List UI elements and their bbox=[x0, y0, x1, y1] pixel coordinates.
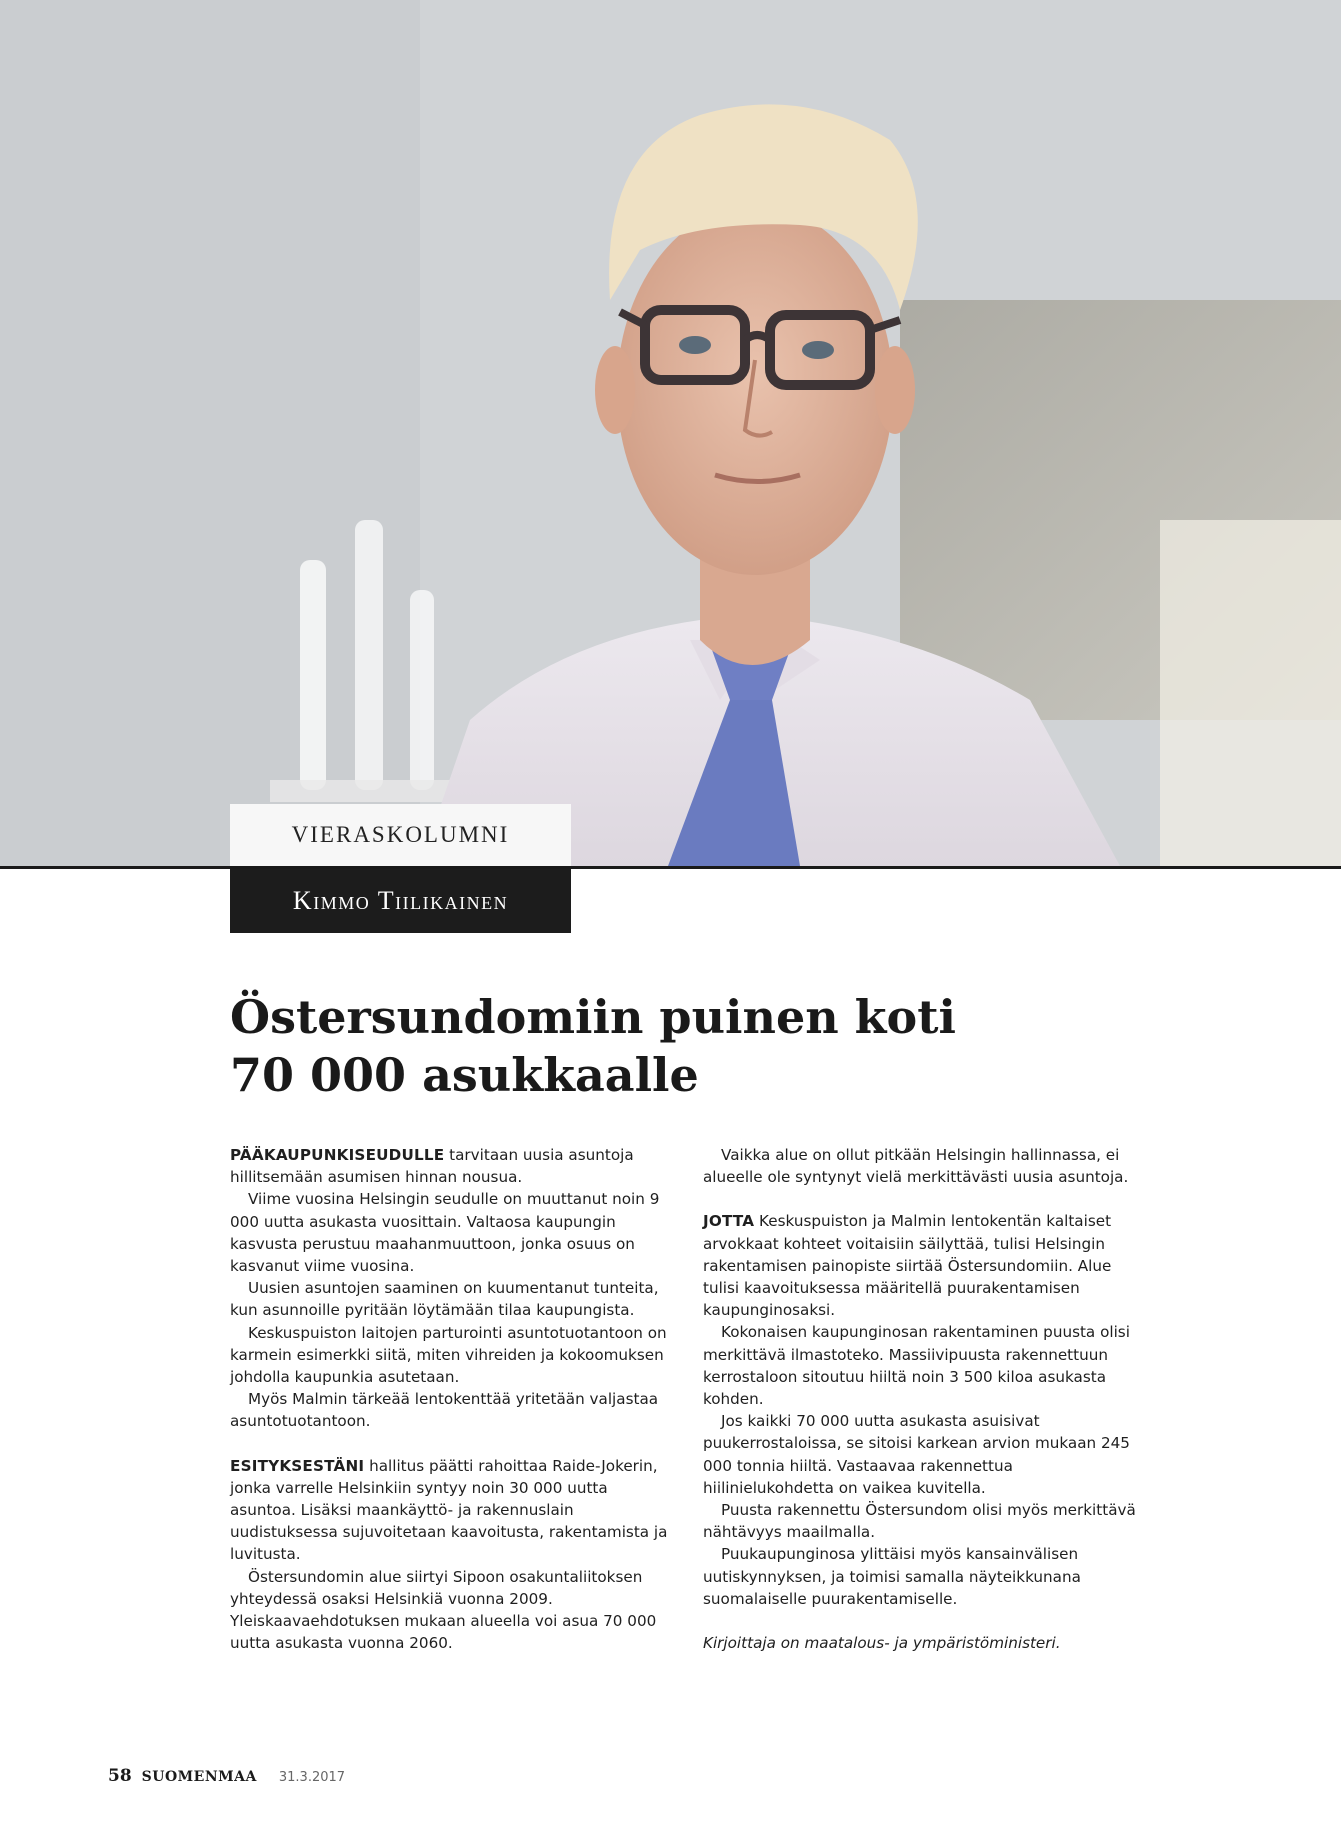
paragraph: ESITYKSESTÄNI hallitus päätti rahoittaa Raide-Jokerin, jonka varrelle Helsinkiin syntyy noin 30 000 uutta asuntoa. Lisäksi maankäyttö- ja rakennuslain uudistuksessa sujuvoitetaan kaavoitusta, rakentamista ja luvitusta. bbox=[230, 1456, 668, 1564]
issue-date: 31.3.2017 bbox=[278, 1770, 346, 1785]
paragraph: Keskuspuiston laitojen parturointi asuntotuotantoon on karmein esimerkki siitä, miten vihreiden ja kokoomuksen johdolla kaupunkia asutetaan. bbox=[230, 1323, 667, 1387]
paragraph: JOTTA Keskuspuiston ja Malmin lentokentän kaltaiset arvokkaat kohteet voitaisiin säilyttää, tulisi Helsingin rakentamisen painopiste siirtää Östersundomiin. Alue tulisi kaavoituksessa määritellä puurakentamisen kaupunginosaksi. bbox=[703, 1212, 1112, 1320]
author-portrait-photo bbox=[0, 0, 1341, 866]
publication-name: SUOMENMAA bbox=[141, 1769, 257, 1785]
body-column-right bbox=[703, 1144, 1143, 1654]
article-headline bbox=[230, 988, 1130, 1104]
headline-line-2: 70 000 asukkaalle bbox=[230, 1048, 699, 1102]
page-number: 58 bbox=[108, 1766, 132, 1786]
paragraph: Uusien asuntojen saaminen on kuumentanut tunteita, kun asunnoille pyritään löytämään tilaa kaupungista. bbox=[230, 1279, 659, 1320]
lead-in: ESITYKSESTÄNI bbox=[230, 1456, 365, 1475]
body-column-left bbox=[230, 1144, 670, 1654]
paragraph: Östersundomin alue siirtyi Sipoon osakuntaliitoksen yhteydessä osaksi Helsinkiä vuonna 2009. Yleiskaavaehdotuksen mukaan alueella voi asua 70 000 uutta asukasta vuonna 2060. bbox=[230, 1567, 657, 1653]
paragraph: Kokonaisen kaupunginosan rakentaminen puusta olisi merkittävä ilmastoteko. Massiivipuusta rakennettuun kerrostaloon sitoutuu hiiltä noin 3 500 kiloa asukasta kohden. bbox=[703, 1323, 1130, 1409]
paragraph: Viime vuosina Helsingin seudulle on muuttanut noin 9 000 uutta asukasta vuosittain. Valtaosa kaupungin kasvusta perustuu maahanmuuttoon, jonka osuus on kasvanut viime vuosina. bbox=[230, 1190, 660, 1276]
paragraph: Puukaupunginosa ylittäisi myös kansainvälisen uutiskynnyksen, ja toimisi samalla näyteikkunana suomalaiselle puurakentamiselle. bbox=[703, 1545, 1081, 1608]
paragraph: Myös Malmin tärkeää lentokenttää yritetään valjastaa asuntotuotantoon. bbox=[230, 1390, 659, 1431]
paragraph: Vaikka alue on ollut pitkään Helsingin hallinnassa, ei alueelle ole syntynyt vielä merkittävästi uusia asuntoja. bbox=[703, 1146, 1129, 1187]
lead-in: JOTTA bbox=[703, 1212, 755, 1231]
paragraph: Jos kaikki 70 000 uutta asukasta asuisivat puukerrostaloissa, se sitoisi karkean arvion mukaan 245 000 tonnia hiiltä. Vastaavaa rakennettua hiilinielukohdetta on vaikea kuvitella. bbox=[703, 1412, 1130, 1497]
portrait-illustration bbox=[0, 0, 1341, 866]
page-footer bbox=[108, 1766, 345, 1786]
author-byline: Kirjoittaja on maatalous- ja ympäristöministeri. bbox=[703, 1634, 1061, 1653]
header-rule bbox=[0, 866, 1341, 869]
column-label: VIERASKOLUMNI bbox=[230, 804, 571, 866]
paragraph: PÄÄKAUPUNKISEUDULLE tarvitaan uusia asuntoja hillitsemään asumisen hinnan nousua. bbox=[230, 1146, 634, 1187]
headline-line-1: Östersundomiin puinen koti bbox=[230, 990, 956, 1044]
author-name: Kimmo Tiilikainen bbox=[230, 869, 571, 933]
lead-in: PÄÄKAUPUNKISEUDULLE bbox=[230, 1146, 445, 1164]
paragraph: Puusta rakennettu Östersundom olisi myös merkittävä nähtävyys maailmalla. bbox=[703, 1501, 1136, 1542]
